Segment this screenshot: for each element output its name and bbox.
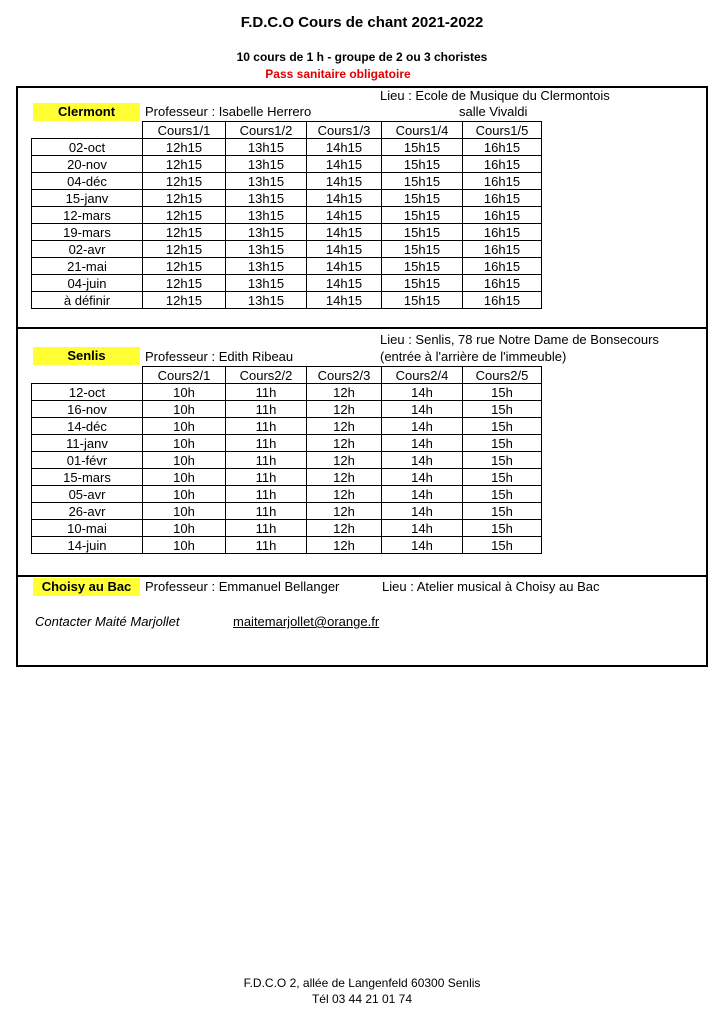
- time-cell: 12h: [307, 486, 382, 503]
- page-title: F.D.C.O Cours de chant 2021-2022: [240, 14, 484, 31]
- contact-label: Contacter Maité Marjollet: [35, 614, 180, 629]
- time-cell: 14h: [382, 503, 463, 520]
- table-row: [32, 418, 542, 435]
- table-row: [32, 435, 542, 452]
- senlis-lieu-line2: (entrée à l'arrière de l'immeuble): [380, 349, 567, 364]
- date-cell: 02-avr: [32, 241, 143, 258]
- time-cell: 10h: [143, 486, 226, 503]
- time-cell: 11h: [226, 503, 307, 520]
- time-cell: 12h15: [143, 173, 226, 190]
- senlis-lieu-line1: Lieu : Senlis, 78 rue Notre Dame de Bonsecours: [380, 332, 659, 347]
- time-cell: 11h: [226, 384, 307, 401]
- time-cell: 15h: [463, 469, 542, 486]
- date-cell: 21-mai: [32, 258, 143, 275]
- date-cell: 26-avr: [32, 503, 143, 520]
- time-cell: 15h: [463, 486, 542, 503]
- time-cell: 11h: [226, 452, 307, 469]
- senlis-professeur: Professeur : Edith Ribeau: [145, 349, 294, 364]
- time-cell: 14h15: [307, 241, 382, 258]
- time-cell: 10h: [143, 503, 226, 520]
- table-row: [32, 469, 542, 486]
- column-header: Cours1/3: [307, 122, 382, 139]
- date-cell: 04-déc: [32, 173, 143, 190]
- time-cell: 14h15: [307, 156, 382, 173]
- table-row: [32, 224, 542, 241]
- clermont-schedule-table: [31, 121, 542, 309]
- time-cell: 12h15: [143, 190, 226, 207]
- time-cell: 13h15: [226, 173, 307, 190]
- senlis-schedule-table: [31, 366, 542, 554]
- time-cell: 14h: [382, 520, 463, 537]
- time-cell: 15h: [463, 537, 542, 554]
- time-cell: 11h: [226, 469, 307, 486]
- header-spacer: [32, 122, 143, 139]
- time-cell: 10h: [143, 520, 226, 537]
- time-cell: 15h: [463, 503, 542, 520]
- time-cell: 12h15: [143, 241, 226, 258]
- time-cell: 14h15: [307, 207, 382, 224]
- time-cell: 15h15: [382, 190, 463, 207]
- table-header-row: [32, 122, 542, 139]
- table-row: [32, 275, 542, 292]
- time-cell: 16h15: [463, 190, 542, 207]
- date-cell: 14-juin: [32, 537, 143, 554]
- time-cell: 16h15: [463, 258, 542, 275]
- time-cell: 16h15: [463, 173, 542, 190]
- time-cell: 13h15: [226, 258, 307, 275]
- table-row: [32, 384, 542, 401]
- time-cell: 14h: [382, 469, 463, 486]
- table-row: [32, 173, 542, 190]
- time-cell: 13h15: [226, 156, 307, 173]
- time-cell: 13h15: [226, 292, 307, 309]
- choisy-city-label: Choisy au Bac: [33, 578, 140, 596]
- time-cell: 12h: [307, 401, 382, 418]
- column-header: Cours2/3: [307, 367, 382, 384]
- section-divider: [16, 575, 708, 577]
- date-cell: 15-janv: [32, 190, 143, 207]
- time-cell: 13h15: [226, 241, 307, 258]
- footer-address: F.D.C.O 2, allée de Langenfeld 60300 Senlis: [243, 976, 481, 990]
- date-cell: à définir: [32, 292, 143, 309]
- date-cell: 16-nov: [32, 401, 143, 418]
- table-row: [32, 520, 542, 537]
- date-cell: 11-janv: [32, 435, 143, 452]
- time-cell: 12h15: [143, 207, 226, 224]
- time-cell: 12h15: [143, 258, 226, 275]
- date-cell: 02-oct: [32, 139, 143, 156]
- time-cell: 11h: [226, 401, 307, 418]
- time-cell: 15h: [463, 418, 542, 435]
- time-cell: 11h: [226, 486, 307, 503]
- table-row: [32, 292, 542, 309]
- time-cell: 12h: [307, 452, 382, 469]
- time-cell: 15h15: [382, 241, 463, 258]
- header-spacer: [32, 367, 143, 384]
- time-cell: 16h15: [463, 224, 542, 241]
- column-header: Cours2/1: [143, 367, 226, 384]
- time-cell: 14h: [382, 418, 463, 435]
- time-cell: 12h15: [143, 139, 226, 156]
- time-cell: 16h15: [463, 292, 542, 309]
- time-cell: 14h: [382, 435, 463, 452]
- time-cell: 16h15: [463, 156, 542, 173]
- time-cell: 14h: [382, 537, 463, 554]
- time-cell: 13h15: [226, 275, 307, 292]
- time-cell: 12h: [307, 520, 382, 537]
- table-row: [32, 452, 542, 469]
- time-cell: 16h15: [463, 275, 542, 292]
- time-cell: 11h: [226, 435, 307, 452]
- time-cell: 15h: [463, 452, 542, 469]
- time-cell: 15h15: [382, 258, 463, 275]
- time-cell: 15h: [463, 435, 542, 452]
- time-cell: 15h: [463, 401, 542, 418]
- date-cell: 15-mars: [32, 469, 143, 486]
- table-row: [32, 401, 542, 418]
- time-cell: 10h: [143, 401, 226, 418]
- date-cell: 04-juin: [32, 275, 143, 292]
- column-header: Cours1/4: [382, 122, 463, 139]
- pass-notice: Pass sanitaire obligatoire: [265, 67, 411, 81]
- time-cell: 15h15: [382, 173, 463, 190]
- time-cell: 16h15: [463, 207, 542, 224]
- time-cell: 14h15: [307, 292, 382, 309]
- clermont-professeur: Professeur : Isabelle Herrero: [145, 104, 312, 119]
- date-cell: 05-avr: [32, 486, 143, 503]
- column-header: Cours1/5: [463, 122, 542, 139]
- time-cell: 12h15: [143, 156, 226, 173]
- time-cell: 11h: [226, 537, 307, 554]
- time-cell: 14h15: [307, 139, 382, 156]
- time-cell: 12h: [307, 469, 382, 486]
- time-cell: 13h15: [226, 190, 307, 207]
- date-cell: 12-mars: [32, 207, 143, 224]
- time-cell: 10h: [143, 537, 226, 554]
- clermont-lieu-line2: salle Vivaldi: [459, 104, 528, 119]
- page-subtitle: 10 cours de 1 h - groupe de 2 ou 3 choristes: [236, 50, 488, 64]
- date-cell: 12-oct: [32, 384, 143, 401]
- time-cell: 12h15: [143, 275, 226, 292]
- time-cell: 10h: [143, 469, 226, 486]
- time-cell: 14h15: [307, 258, 382, 275]
- time-cell: 12h15: [143, 224, 226, 241]
- choisy-lieu: Lieu : Atelier musical à Choisy au Bac: [382, 579, 600, 594]
- table-row: [32, 486, 542, 503]
- time-cell: 12h: [307, 435, 382, 452]
- date-cell: 19-mars: [32, 224, 143, 241]
- time-cell: 15h15: [382, 156, 463, 173]
- time-cell: 13h15: [226, 224, 307, 241]
- column-header: Cours2/2: [226, 367, 307, 384]
- time-cell: 16h15: [463, 241, 542, 258]
- table-row: [32, 156, 542, 173]
- table-row: [32, 139, 542, 156]
- time-cell: 15h: [463, 384, 542, 401]
- table-row: [32, 190, 542, 207]
- clermont-city-label: Clermont: [33, 103, 140, 121]
- time-cell: 15h15: [382, 207, 463, 224]
- time-cell: 12h: [307, 384, 382, 401]
- column-header: Cours2/4: [382, 367, 463, 384]
- time-cell: 12h: [307, 537, 382, 554]
- senlis-city-label: Senlis: [33, 347, 140, 365]
- time-cell: 14h15: [307, 173, 382, 190]
- time-cell: 14h15: [307, 190, 382, 207]
- time-cell: 13h15: [226, 207, 307, 224]
- column-header: Cours1/2: [226, 122, 307, 139]
- time-cell: 15h15: [382, 139, 463, 156]
- footer-phone: Tél 03 44 21 01 74: [311, 992, 413, 1006]
- time-cell: 16h15: [463, 139, 542, 156]
- table-row: [32, 207, 542, 224]
- time-cell: 14h: [382, 384, 463, 401]
- time-cell: 10h: [143, 452, 226, 469]
- time-cell: 10h: [143, 384, 226, 401]
- date-cell: 10-mai: [32, 520, 143, 537]
- section-divider: [16, 327, 708, 329]
- time-cell: 11h: [226, 520, 307, 537]
- table-row: [32, 258, 542, 275]
- date-cell: 14-déc: [32, 418, 143, 435]
- contact-email-link[interactable]: maitemarjollet@orange.fr: [233, 614, 380, 629]
- column-header: Cours2/5: [463, 367, 542, 384]
- time-cell: 15h15: [382, 292, 463, 309]
- table-row: [32, 503, 542, 520]
- table-row: [32, 537, 542, 554]
- time-cell: 13h15: [226, 139, 307, 156]
- time-cell: 15h15: [382, 224, 463, 241]
- time-cell: 14h15: [307, 275, 382, 292]
- time-cell: 12h15: [143, 292, 226, 309]
- time-cell: 15h15: [382, 275, 463, 292]
- time-cell: 14h15: [307, 224, 382, 241]
- time-cell: 11h: [226, 418, 307, 435]
- table-header-row: [32, 367, 542, 384]
- time-cell: 10h: [143, 435, 226, 452]
- date-cell: 20-nov: [32, 156, 143, 173]
- clermont-lieu-line1: Lieu : Ecole de Musique du Clermontois: [380, 88, 610, 103]
- column-header: Cours1/1: [143, 122, 226, 139]
- date-cell: 01-févr: [32, 452, 143, 469]
- time-cell: 14h: [382, 401, 463, 418]
- time-cell: 14h: [382, 452, 463, 469]
- time-cell: 15h: [463, 520, 542, 537]
- choisy-professeur: Professeur : Emmanuel Bellanger: [145, 579, 340, 594]
- time-cell: 12h: [307, 503, 382, 520]
- table-row: [32, 241, 542, 258]
- time-cell: 14h: [382, 486, 463, 503]
- time-cell: 12h: [307, 418, 382, 435]
- time-cell: 10h: [143, 418, 226, 435]
